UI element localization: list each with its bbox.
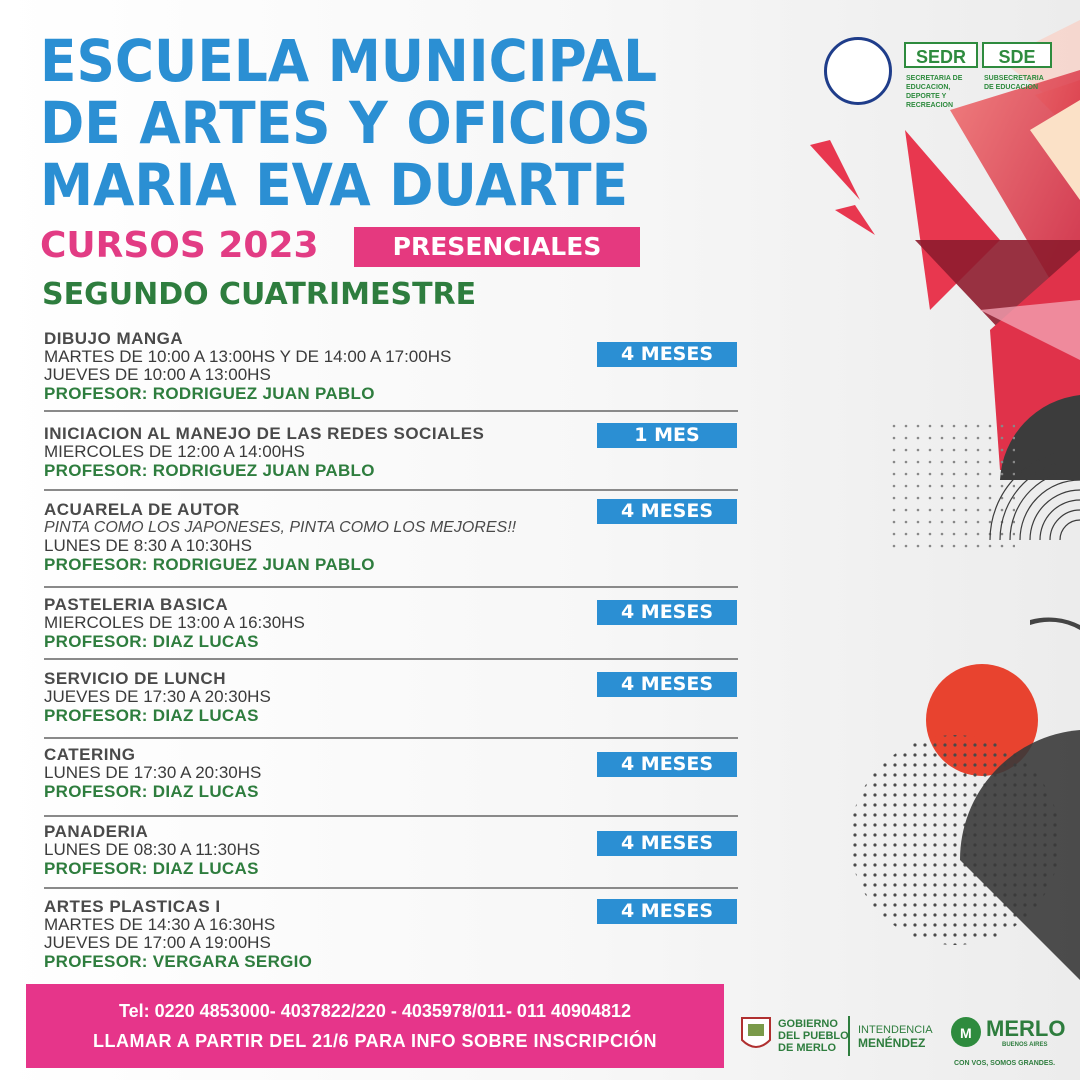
sedr-logo: SEDR (904, 42, 978, 68)
presenciales-badge: PRESENCIALES (354, 227, 640, 267)
phone-numbers: Tel: 0220 4853000- 4037822/220 - 4035978/011- 011 40904812 (118, 1001, 632, 1021)
course-name: SERVICIO DE LUNCH (44, 669, 226, 688)
intendencia-logo (858, 1024, 933, 1050)
separator (44, 410, 738, 412)
inscription-note: LLAMAR A PARTIR DEL 21/6 PARA INFO SOBRE INSCRIPCIÓN (92, 1031, 658, 1051)
merlo-slogan: CON VOS, SOMOS GRANDES. (954, 1060, 1056, 1067)
cursos-heading: CURSOS 2023 (40, 225, 319, 266)
course-professor: PROFESOR: RODRIGUEZ JUAN PABLO (44, 555, 375, 574)
deco-stripe (810, 140, 860, 200)
course-professor: PROFESOR: RODRIGUEZ JUAN PABLO (44, 384, 375, 403)
sde-caption: SUBSECRETARIA DE EDUCACION (984, 75, 1044, 91)
course-schedule: MARTES DE 14:30 A 16:30HS (44, 915, 276, 934)
course-professor: PROFESOR: DIAZ LUCAS (44, 706, 259, 725)
merlo-region: BUENOS AIRES (1002, 1042, 1048, 1048)
course-professor: PROFESOR: DIAZ LUCAS (44, 782, 259, 801)
course-schedule: LUNES DE 8:30 A 10:30HS (44, 536, 252, 555)
course-name: PANADERIA (44, 822, 149, 841)
course-schedule: LUNES DE 17:30 A 20:30HS (44, 763, 262, 782)
course-professor: PROFESOR: VERGARA SERGIO (44, 952, 313, 971)
course-name: DIBUJO MANGA (44, 329, 184, 348)
separator (44, 887, 738, 889)
course-name: CATERING (44, 745, 136, 764)
sde-logo: SDE (982, 42, 1052, 68)
gobierno-logo-text (778, 1018, 849, 1054)
course-name: ACUARELA DE AUTOR (44, 500, 240, 519)
separator (44, 489, 738, 491)
school-logo (824, 37, 892, 105)
deco-stripe (835, 205, 875, 235)
sedr-caption: SECRETARIA DE EDUCACION, DEPORTE Y RECREACION (906, 75, 963, 109)
course-schedule: LUNES DE 08:30 A 11:30HS (44, 840, 261, 859)
course-professor: PROFESOR: DIAZ LUCAS (44, 632, 259, 651)
title-line: MARIA EVA DUARTE (40, 151, 629, 219)
course-name: INICIACION AL MANEJO DE LAS REDES SOCIALES (44, 424, 485, 443)
duration-badge: 4 MESES (597, 831, 737, 856)
merlo-logo-text: MERLO (986, 1016, 1066, 1041)
deco-arc (1030, 618, 1080, 630)
course-tagline: PINTA COMO LOS JAPONESES, PINTA COMO LOS MEJORES!! (44, 519, 517, 536)
duration-badge: 4 MESES (597, 342, 737, 367)
duration-badge: 4 MESES (597, 752, 737, 777)
course-professor: PROFESOR: RODRIGUEZ JUAN PABLO (44, 461, 375, 480)
contact-footer (26, 984, 724, 1068)
gobierno-shield-icon (742, 1018, 770, 1047)
title-line: ESCUELA MUNICIPAL (40, 27, 658, 95)
course-schedule: JUEVES DE 10:00 A 13:00HS (44, 365, 271, 384)
course-schedule: MARTES DE 10:00 A 13:00HS Y DE 14:00 A 17:00HS (44, 347, 452, 366)
duration-badge: 4 MESES (597, 899, 737, 924)
intendencia-label: INTENDENCIA (858, 1024, 933, 1036)
duration-badge: 4 MESES (597, 672, 737, 697)
menendez-label: MENÉNDEZ (858, 1036, 926, 1050)
gobierno-line: DE MERLO (778, 1042, 837, 1054)
gobierno-line: DEL PUEBLO (778, 1030, 849, 1042)
course-schedule: MIERCOLES DE 12:00 A 14:00HS (44, 442, 305, 461)
duration-badge: 1 MES (597, 423, 737, 448)
gobierno-line: GOBIERNO (778, 1018, 838, 1030)
course-schedule: JUEVES DE 17:00 A 19:00HS (44, 933, 271, 952)
duration-badge: 4 MESES (597, 499, 737, 524)
duration-badge: 4 MESES (597, 600, 737, 625)
course-professor: PROFESOR: DIAZ LUCAS (44, 859, 259, 878)
separator (44, 586, 738, 588)
page-title (40, 27, 684, 219)
course-schedule: JUEVES DE 17:30 A 20:30HS (44, 687, 271, 706)
title-line: DE ARTES Y OFICIOS (40, 89, 651, 157)
course-schedule: MIERCOLES DE 13:00 A 16:30HS (44, 613, 305, 632)
merlo-logo-glyph: M (960, 1025, 972, 1041)
separator (44, 737, 738, 739)
course-name: ARTES PLASTICAS I (44, 897, 221, 916)
separator (44, 658, 738, 660)
deco-dots (885, 420, 1015, 550)
course-name: PASTELERIA BASICA (44, 595, 229, 614)
subtitle: SEGUNDO CUATRIMESTRE (42, 277, 477, 312)
separator (44, 815, 738, 817)
